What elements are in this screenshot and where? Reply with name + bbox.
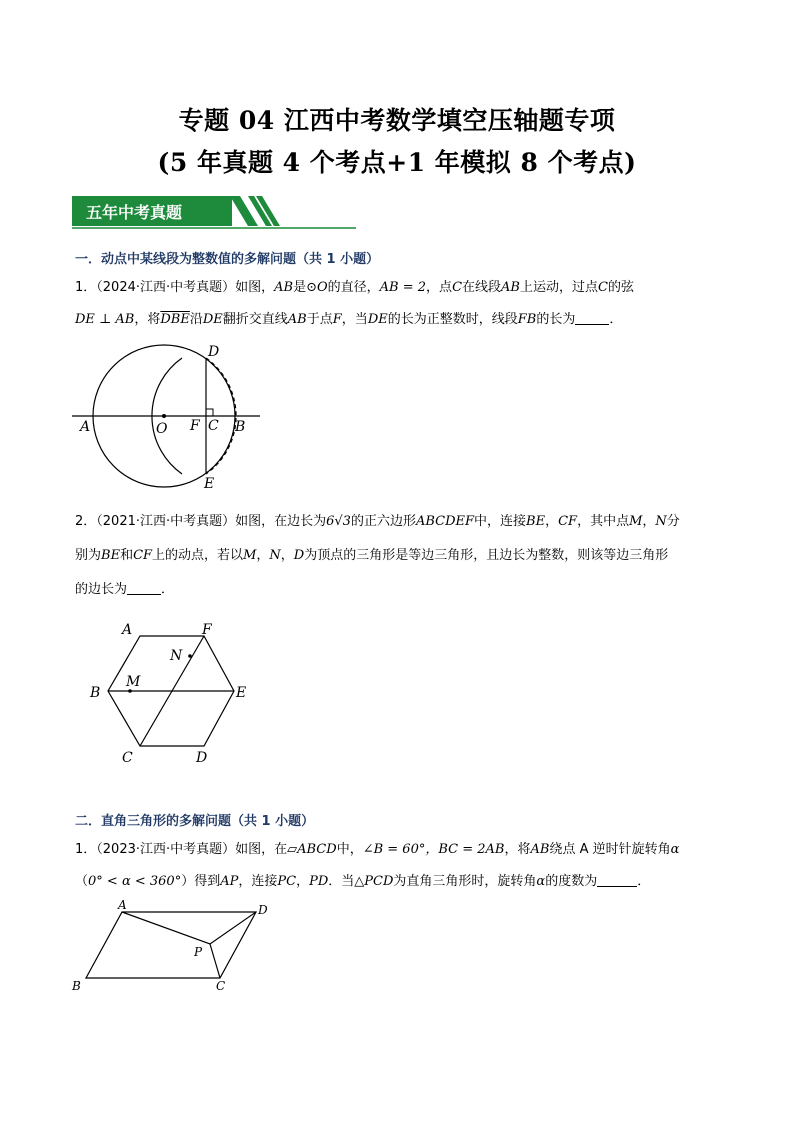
question-3-line-2: （0° < α < 360°）得到AP，连接PC，PD．当△PCD为直角三角形时，旋转角α的度数为 ． <box>75 874 651 889</box>
section-heading-1: 一．动点中某线段为整数值的多解问题（共 1 小题） <box>75 252 380 267</box>
label-D: D <box>208 344 220 360</box>
answer-blank[interactable] <box>575 312 609 325</box>
label-N: N <box>170 648 183 664</box>
banner-label: 五年中考真题 <box>86 203 183 222</box>
figure-hexagon <box>84 618 254 768</box>
page-title-line2: (5 年真题 4 个考点+1 年模拟 8 个考点) <box>157 148 637 177</box>
label-B: B <box>72 979 81 993</box>
figure-parallelogram <box>66 898 286 998</box>
label-C: C <box>122 750 133 766</box>
label-E: E <box>236 685 247 701</box>
label-E: E <box>204 476 215 490</box>
label-A: A <box>80 419 91 435</box>
label-O: O <box>156 421 168 437</box>
answer-blank[interactable] <box>597 874 637 887</box>
label-D: D <box>258 903 268 917</box>
label-C: C <box>216 979 226 993</box>
question-2-line-3: 的边长为 ． <box>75 582 175 597</box>
question-3-line-1: 1．（2023·江西·中考真题）如图，在▱ABCD中，∠B = 60°，BC = 2AB，将AB绕点 A 逆时针旋转角α <box>75 842 680 857</box>
label-B: B <box>235 419 246 435</box>
label-C: C <box>208 418 219 434</box>
label-B: B <box>90 685 101 701</box>
figure-circle <box>68 340 268 490</box>
label-A: A <box>122 622 133 638</box>
label-M: M <box>126 674 141 690</box>
question-2-line-1: 2．（2021·江西·中考真题）如图，在边长为6√3的正六边形ABCDEF中，连接BE，CF，其中点M，N分 <box>75 514 680 529</box>
page-title-line1: 专题 04 江西中考数学填空压轴题专项 <box>178 106 616 135</box>
label-F: F <box>202 622 212 638</box>
label-A: A <box>118 898 127 912</box>
question-1-line-1: 1．（2024·江西·中考真题）如图，AB是⊙O的直径，AB = 2，点C在线段AB上运动，过点C的弦 <box>75 280 634 295</box>
question-2-line-2: 别为BE和CF上的动点，若以M，N，D为顶点的三角形是等边三角形，且边长为整数，则该等边三角形 <box>75 548 669 563</box>
label-F: F <box>190 418 200 434</box>
question-1-line-2: DE ⊥ AB，将$\overline{DBE}$沿DE翻折交直线AB于点F，当DE的长为正整数时，线段FB的长为 ． <box>75 312 623 327</box>
label-P: P <box>194 945 203 959</box>
answer-blank[interactable] <box>127 582 161 595</box>
section-heading-2: 二．直角三角形的多解问题（共 1 小题） <box>75 814 315 829</box>
label-D: D <box>196 750 208 766</box>
